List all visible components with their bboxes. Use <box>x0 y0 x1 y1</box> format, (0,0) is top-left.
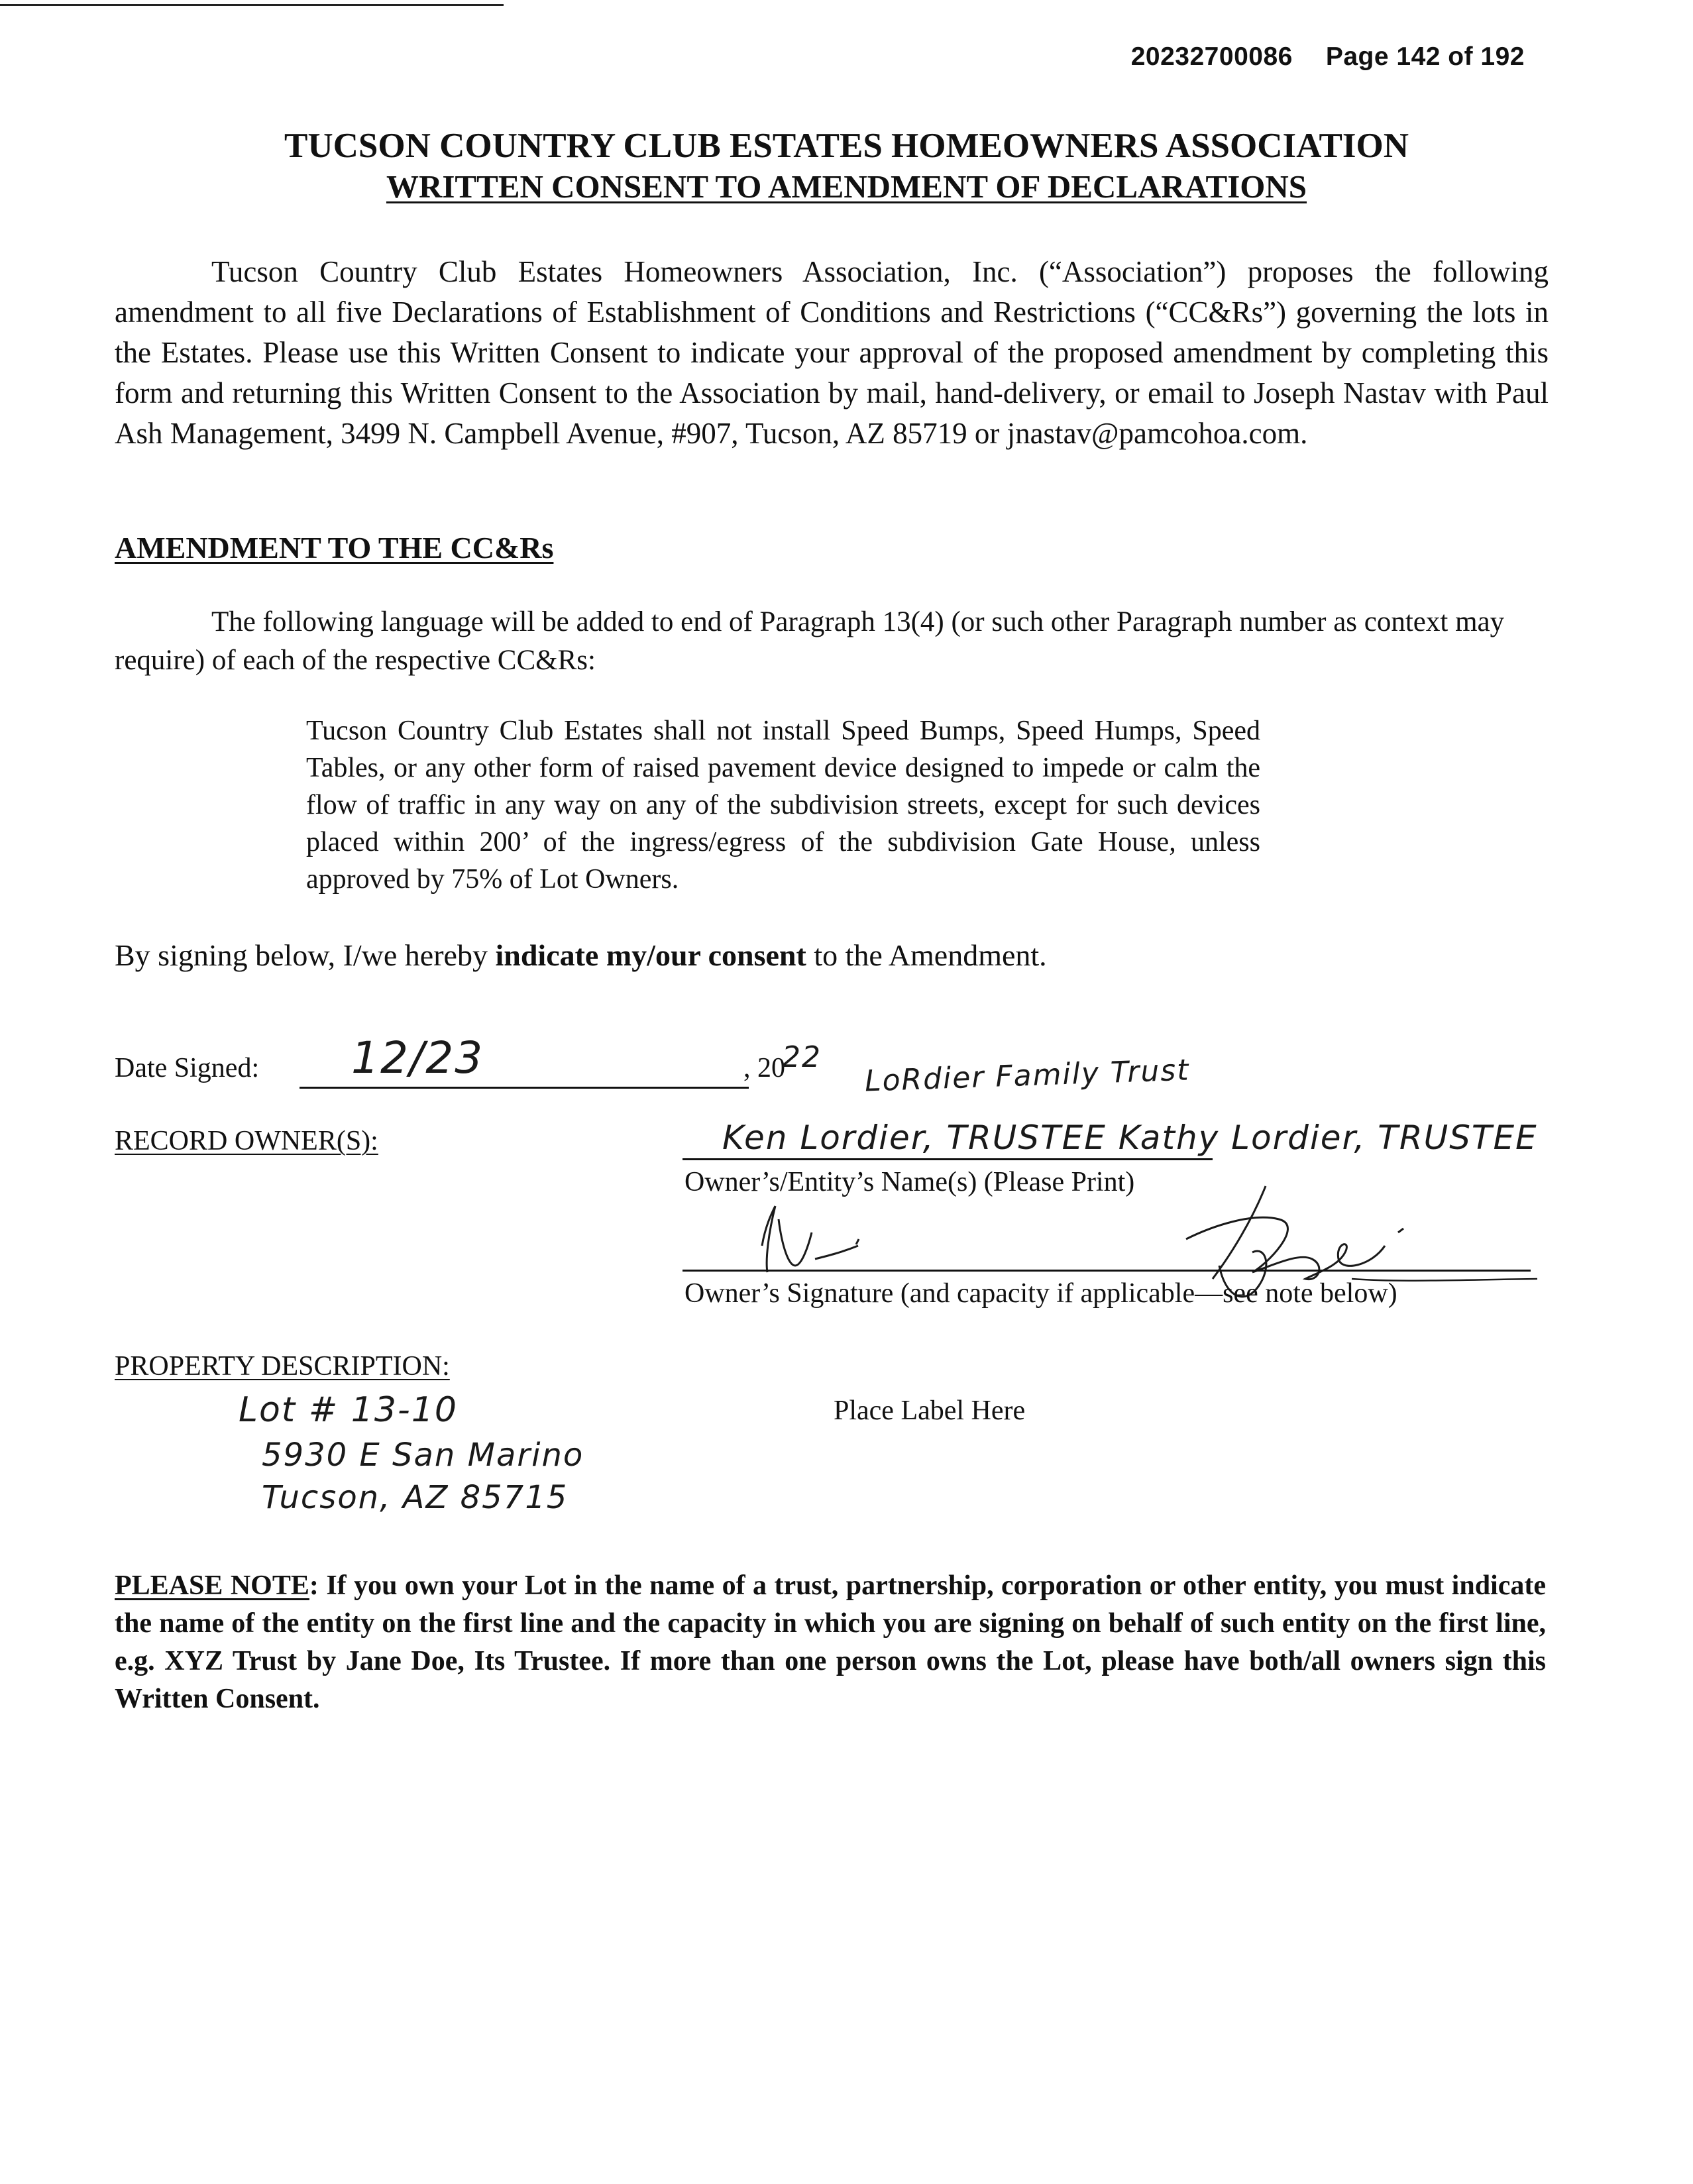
signature-line <box>683 1270 1531 1272</box>
year-prefix: , 20 <box>743 1053 785 1083</box>
signature-ken <box>762 1206 859 1272</box>
page-label: Page 142 of 192 <box>1325 42 1525 71</box>
form-title <box>0 168 1693 205</box>
please-note <box>115 1567 1546 1718</box>
please-note-label: PLEASE NOTE <box>115 1570 309 1601</box>
year-value[interactable]: 22 <box>782 1040 822 1074</box>
property-city[interactable]: Tucson, AZ 85715 <box>262 1479 569 1516</box>
please-note-text: : If you own your Lot in the name of a trust, partnership, corporation or other entity, you must indicate the name of the entity on the first line and the capacity in which you are signing on behalf of such entity on the first line, e.g. XYZ Trust by Jane Doe, Its Trustee. If more than one person owns the Lot, please have both/all owners sign this Written Consent. <box>115 1570 1546 1714</box>
entity-name-handwritten: LoRdier Family Trust <box>864 1053 1191 1099</box>
document-page-stamp <box>1131 42 1525 72</box>
date-signed-value[interactable]: 12/23 <box>351 1032 484 1083</box>
property-street[interactable]: 5930 E San Marino <box>262 1437 584 1474</box>
property-description-label: PROPERTY DESCRIPTION: <box>115 1351 450 1382</box>
owner-name-line <box>683 1158 1213 1160</box>
consent-prefix: By signing below, I/we hereby <box>115 938 496 972</box>
scan-edge-line <box>0 4 504 6</box>
owner-name-caption: Owner’s/Entity’s Name(s) (Please Print) <box>684 1167 1135 1197</box>
consent-suffix: to the Amendment. <box>806 938 1047 972</box>
form-title-text: WRITTEN CONSENT TO AMENDMENT OF DECLARATIONS <box>386 168 1307 205</box>
amendment-lead: The following language will be added to end of Paragraph 13(4) (or such other Paragraph number as context may require) of each of the respective CC&Rs: <box>115 606 1505 676</box>
amendment-heading: AMENDMENT TO THE CC&Rs <box>115 531 554 565</box>
property-lot[interactable]: Lot # 13-10 <box>239 1390 458 1430</box>
document-number: 20232700086 <box>1130 42 1293 71</box>
date-signed-line <box>300 1087 749 1089</box>
consent-statement <box>115 938 1047 973</box>
date-signed-label: Date Signed: <box>115 1053 260 1083</box>
amendment-quote: Tucson Country Club Estates shall not install Speed Bumps, Speed Humps, Speed Tables, or any other form of raised pavement device designed to impede or calm the flow of traffic in any way on any of the subdivision streets, except for such devices placed within 200’ of the ingress/egress of the subdivision Gate House, unless approved by 75% of Lot Owners. <box>306 716 1260 895</box>
owner-names-handwritten[interactable]: Ken Lordier, TRUSTEE Kathy Lordier, TRUSTEE <box>722 1119 1538 1157</box>
record-owner-label: RECORD OWNER(S): <box>115 1126 378 1156</box>
signature-caption: Owner’s Signature (and capacity if applicable—see note below) <box>684 1278 1397 1309</box>
association-title: TUCSON COUNTRY CLUB ESTATES HOMEOWNERS ASSOCIATION <box>284 127 1409 165</box>
label-placeholder: Place Label Here <box>834 1395 1026 1426</box>
consent-emphasis: indicate my/our consent <box>495 938 806 972</box>
intro-paragraph: Tucson Country Club Estates Homeowners Association, Inc. (“Association”) proposes the following amendment to all five Declarations of Establishment of Conditions and Restrictions (“CC&Rs”) governing the lots in the Estates. Please use this Written Consent to indicate your approval of the proposed amendment by completing this form and returning this Written Consent to the Association by mail, hand-delivery, or email to Joseph Nastav with Paul Ash Management, 3499 N. Campbell Avenue, #907, Tucson, AZ 85719 or jnastav@pamcohoa.com. <box>115 255 1549 450</box>
